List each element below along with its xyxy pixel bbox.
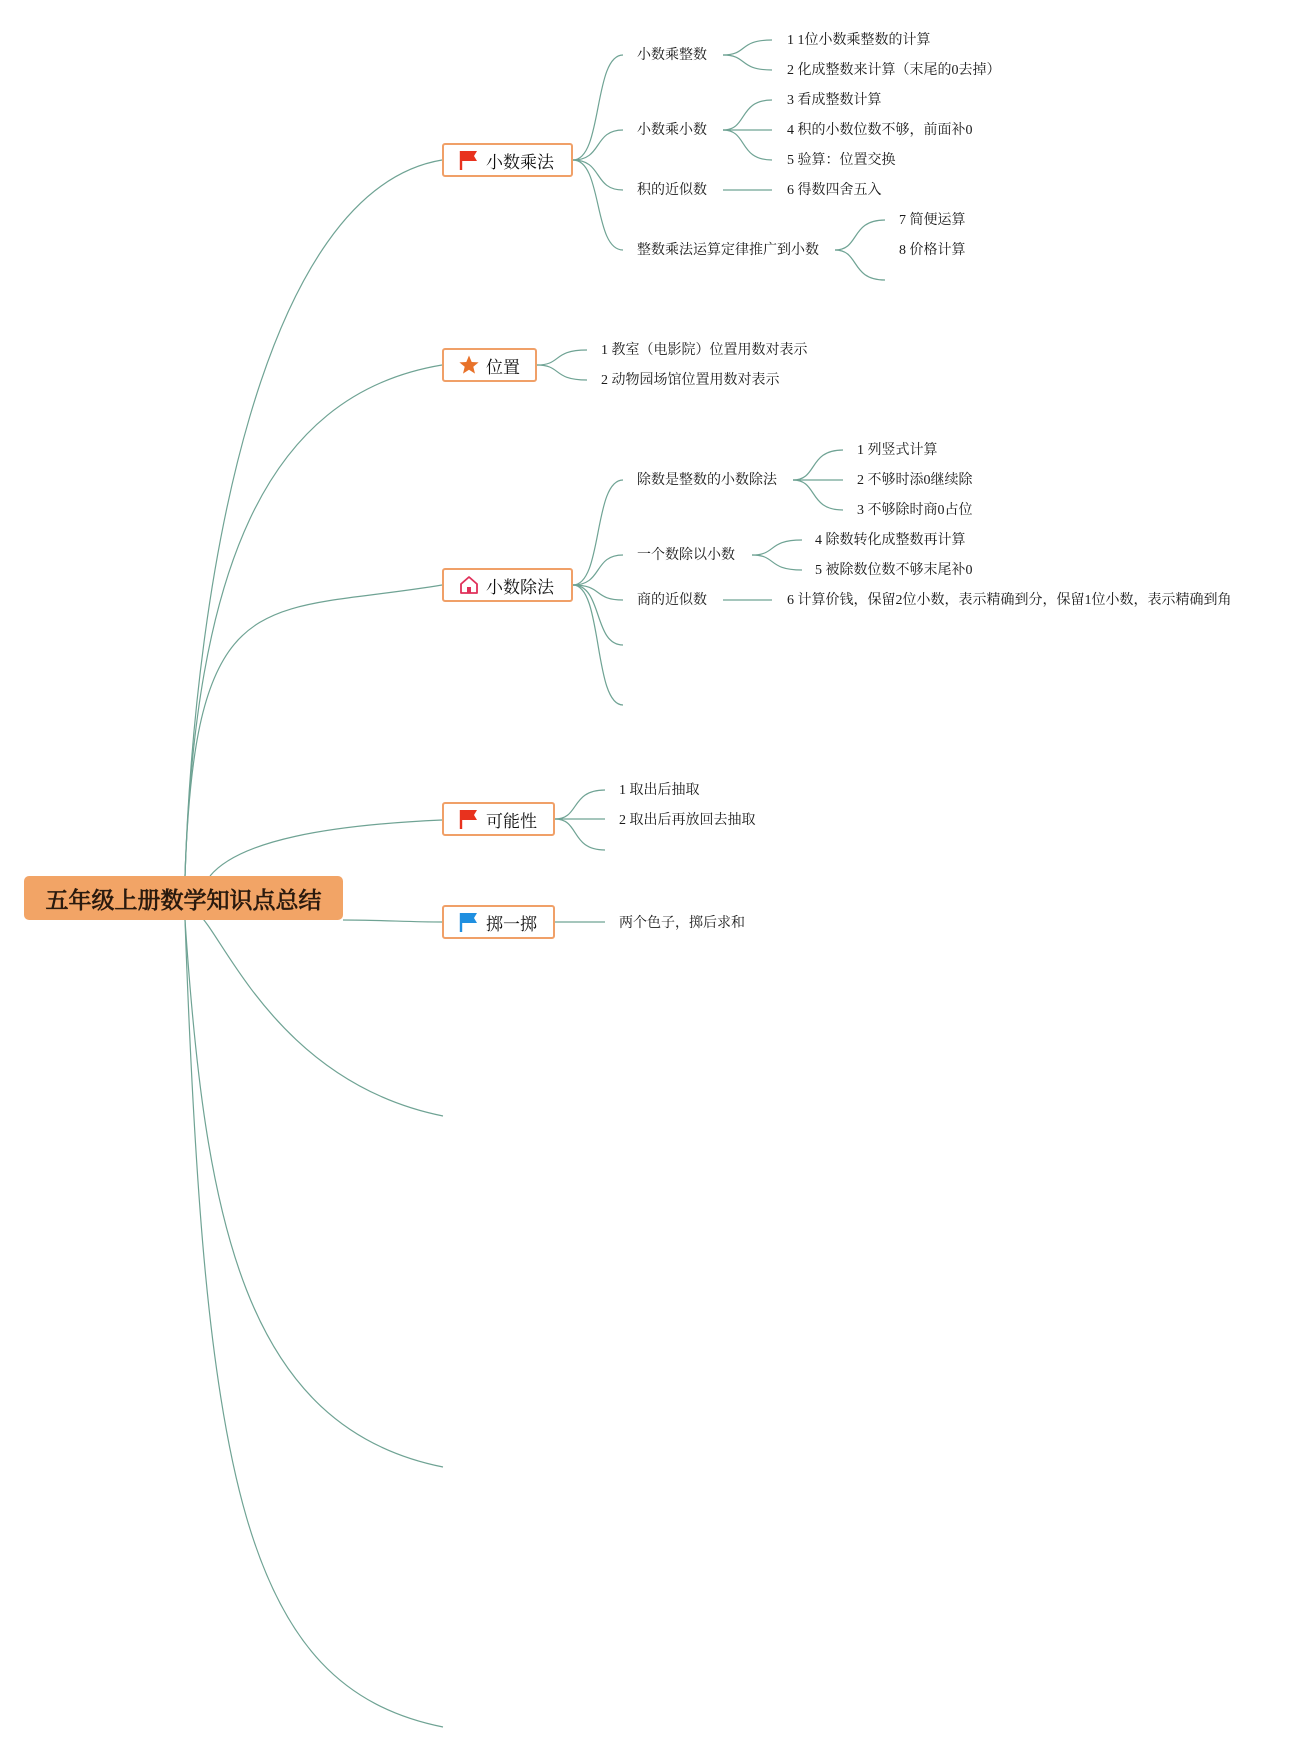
subtopic-label[interactable]: 一个数除以小数: [637, 548, 735, 563]
leaf-label[interactable]: 5 验算：位置交换: [787, 153, 896, 168]
connector-line: [793, 450, 843, 480]
leaf-label[interactable]: 2 不够时添0继续除: [857, 473, 973, 488]
topic-possibility[interactable]: [442, 802, 555, 836]
leaf-label[interactable]: 4 积的小数位数不够，前面补0: [787, 123, 973, 138]
connector-line: [343, 920, 442, 922]
subtopic-label[interactable]: 除数是整数的小数除法: [637, 473, 777, 488]
leaf-label[interactable]: 2 动物园场馆位置用数对表示: [601, 373, 780, 388]
leaf-label[interactable]: 5 被除数位数不够末尾补0: [815, 563, 973, 578]
star-icon: [458, 354, 480, 376]
connector-line: [573, 585, 623, 600]
connector-line: [185, 920, 443, 1727]
root-topic[interactable]: 五年级上册数学知识点总结: [24, 876, 343, 920]
subtopic-label[interactable]: 积的近似数: [637, 183, 707, 198]
connector-line: [793, 480, 843, 510]
red-flag-icon: [458, 808, 480, 830]
connector-line: [723, 40, 772, 55]
connector-line: [210, 820, 442, 876]
leaf-label[interactable]: 1 教室（电影院）位置用数对表示: [601, 343, 808, 358]
leaf-label[interactable]: 7 简便运算: [899, 213, 966, 228]
leaf-label[interactable]: 6 计算价钱，保留2位小数，表示精确到分，保留1位小数，表示精确到角: [787, 593, 1232, 608]
leaf-label[interactable]: 4 除数转化成整数再计算: [815, 533, 966, 548]
topic-decimal-division[interactable]: [442, 568, 573, 602]
connector-line: [835, 220, 885, 250]
connector-line: [573, 160, 623, 190]
blue-flag-icon: [458, 911, 480, 933]
connector-line: [555, 819, 605, 850]
topic-position[interactable]: [442, 348, 537, 382]
connector-line: [723, 55, 772, 70]
connector-line: [573, 555, 623, 585]
topic-label: 小数乘法: [486, 152, 554, 173]
connector-line: [752, 540, 802, 555]
leaf-label[interactable]: 1 取出后抽取: [619, 783, 700, 798]
topic-label: 小数除法: [486, 577, 554, 598]
subtopic-label[interactable]: 商的近似数: [637, 593, 707, 608]
connector-line: [185, 911, 443, 1116]
connector-line: [723, 100, 772, 130]
topic-label: 可能性: [486, 811, 537, 832]
connector-line: [537, 365, 587, 380]
connector-line: [573, 585, 623, 705]
subtopic-label[interactable]: 小数乘整数: [637, 48, 707, 63]
leaf-label[interactable]: 2 取出后再放回去抽取: [619, 813, 756, 828]
leaf-label[interactable]: 8 价格计算: [899, 243, 966, 258]
leaf-label[interactable]: 两个色子，掷后求和: [619, 916, 745, 931]
connector-line: [537, 350, 587, 365]
connector-line: [573, 160, 623, 250]
connector-line: [185, 920, 443, 1467]
home-icon: [458, 574, 480, 596]
leaf-label[interactable]: 6 得数四舍五入: [787, 183, 882, 198]
subtopic-label[interactable]: 整数乘法运算定律推广到小数: [637, 243, 819, 258]
leaf-label[interactable]: 3 不够除时商0占位: [857, 503, 973, 518]
connector-line: [752, 555, 802, 570]
topic-decimal-multiplication[interactable]: [442, 143, 573, 177]
topic-throw[interactable]: [442, 905, 555, 939]
topic-label: 掷一掷: [486, 914, 537, 935]
leaf-label[interactable]: 2 化成整数来计算（末尾的0去掉）: [787, 63, 1001, 78]
leaf-label[interactable]: 3 看成整数计算: [787, 93, 882, 108]
leaf-label[interactable]: 1 1位小数乘整数的计算: [787, 33, 931, 48]
red-flag-icon: [458, 149, 480, 171]
connector-line: [723, 130, 772, 160]
connector-line: [835, 250, 885, 280]
topic-label: 位置: [486, 357, 520, 378]
connector-line: [573, 585, 623, 645]
leaf-label[interactable]: 1 列竖式计算: [857, 443, 938, 458]
subtopic-label[interactable]: 小数乘小数: [637, 123, 707, 138]
connector-line: [573, 130, 623, 160]
connector-line: [555, 790, 605, 819]
connector-line: [185, 365, 442, 876]
connector-line: [185, 160, 442, 876]
